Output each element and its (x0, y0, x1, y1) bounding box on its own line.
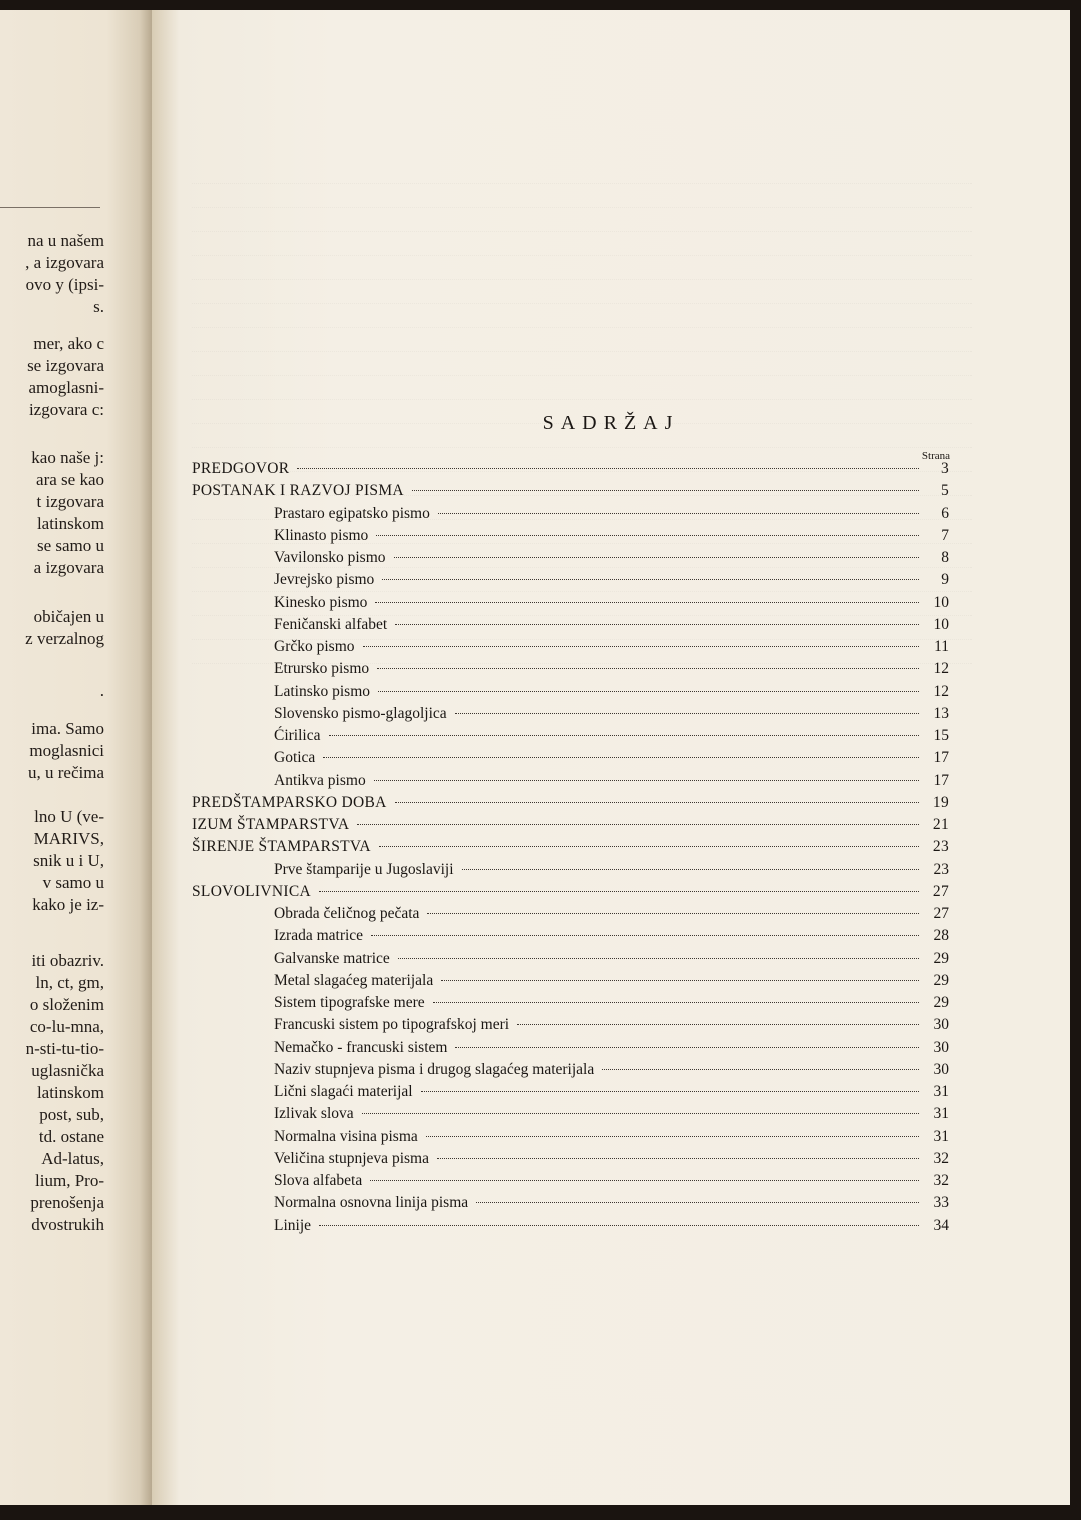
toc-entry-label: Klinasto pismo (274, 526, 369, 544)
toc-entry-label: ŠIRENJE ŠTAMPARSTVA (192, 838, 371, 856)
toc-entry-label: Vavilonsko pismo (274, 549, 386, 566)
toc-entry-label: PREDGOVOR (192, 460, 290, 477)
toc-entry-label: Naziv stupnjeva pisma i drugog slagaćeg materijala (274, 1060, 595, 1078)
dot-leader (438, 513, 919, 514)
left-page-line: iti obazriv. (31, 951, 104, 970)
left-page-line: ima. Samo (31, 719, 104, 738)
toc-section (274, 1126, 949, 1148)
left-page-line: dvostrukih (31, 1215, 104, 1234)
left-page-line: td. ostane (38, 1127, 104, 1146)
toc-entry-label: Nemačko - francuski sistem (274, 1038, 448, 1056)
toc-entry-page: 13 (933, 704, 949, 722)
dot-leader (378, 691, 919, 692)
left-page-line: co-lu-mna, (29, 1017, 104, 1036)
dot-leader (377, 668, 919, 669)
toc-entry-label: Veličina stupnjeva pisma (274, 1149, 429, 1167)
toc-entry-page: 23 (932, 838, 949, 856)
left-page-line: s. (93, 297, 104, 316)
toc-section (274, 1215, 949, 1237)
left-page-line: snik u i U, (33, 851, 104, 870)
toc-entry-page: 19 (932, 793, 949, 811)
toc-entry-label: Gotica (274, 749, 316, 767)
toc-chapter (192, 814, 949, 836)
toc-entry-page: 12 (933, 682, 949, 700)
left-page-line: mer, ako c (33, 334, 104, 353)
toc-section (274, 592, 949, 614)
toc-section (274, 1192, 949, 1214)
left-page-line: o složenim (29, 995, 104, 1014)
right-page (152, 10, 1070, 1505)
toc-entry-label: Obrada čeličnog pečata (274, 905, 420, 922)
toc-entry-label: Metal slagaćeg materijala (274, 971, 434, 989)
dot-leader (297, 468, 919, 469)
dot-leader (462, 869, 919, 870)
left-page-line: izgovara c: (28, 400, 104, 419)
toc-entry-label: Lični slagaći materijal (274, 1083, 413, 1100)
toc-entry-label: Jevrejsko pismo (274, 571, 375, 589)
toc-section (274, 636, 949, 658)
toc-section (274, 1148, 949, 1170)
toc-entry-page: 32 (933, 1172, 949, 1189)
left-page-line: kao naše j: (31, 448, 104, 467)
toc-entry-page: 27 (932, 882, 949, 900)
left-page-line: t izgovara (36, 492, 104, 511)
dot-leader (371, 935, 919, 936)
toc-section (274, 1059, 949, 1081)
left-page-line: ara se kao (36, 470, 104, 489)
dot-leader (517, 1024, 919, 1025)
toc-section (274, 925, 949, 947)
toc-entry-label: Latinsko pismo (274, 682, 371, 700)
left-page-line: se samo u (36, 536, 104, 555)
toc-section (274, 970, 949, 992)
toc-chapter (192, 458, 949, 480)
toc-entry-page: 30 (933, 1038, 949, 1056)
dot-leader (375, 602, 919, 603)
left-page-line: . (99, 681, 104, 700)
left-page-line: , a izgovara (25, 253, 104, 272)
toc-entry-label: Normalna visina pisma (274, 1127, 418, 1145)
left-page-line: moglasnici (29, 741, 104, 760)
toc-section (274, 1170, 949, 1192)
dot-leader (441, 980, 919, 981)
dot-leader (374, 780, 919, 781)
page-title: SADRŽAJ (542, 412, 680, 434)
dot-leader (357, 824, 919, 825)
toc-entry-label: Ćirilica (274, 727, 321, 744)
toc-section (274, 948, 949, 970)
left-page-line: uglasnička (31, 1061, 104, 1080)
left-page-line: Ad-latus, (41, 1149, 104, 1168)
toc-entry-label: Izrada matrice (274, 927, 364, 945)
left-page-line: latinskom (36, 514, 104, 533)
toc-section (274, 1037, 949, 1059)
dot-leader (455, 713, 919, 714)
left-page-line: z verzalnog (25, 629, 104, 648)
toc-section (274, 681, 949, 703)
dot-leader (382, 579, 919, 580)
toc-entry-label: Slova alfabeta (274, 1172, 363, 1189)
dot-leader (395, 802, 919, 803)
toc-entry-page: 21 (932, 816, 949, 833)
toc-entry-page: 27 (933, 905, 949, 922)
dot-leader (476, 1202, 919, 1203)
toc-chapter (192, 836, 949, 858)
toc-entry-label: Kinesko pismo (274, 593, 368, 611)
toc-chapter (192, 480, 949, 502)
dot-leader (455, 1047, 919, 1048)
toc-entry-page: 30 (933, 1060, 949, 1078)
toc-section (274, 1014, 949, 1036)
toc-section (274, 725, 949, 747)
toc-entry-page: 7 (941, 526, 949, 544)
toc-entry-page: 11 (934, 638, 949, 655)
left-page-line: latinskom (36, 1083, 104, 1102)
dot-leader (433, 1002, 919, 1003)
toc-entry-page: 10 (933, 593, 949, 611)
toc-entry-page: 9 (941, 571, 949, 589)
toc-entry-page: 23 (933, 860, 949, 878)
dot-leader (370, 1180, 919, 1181)
toc-entry-page: 15 (933, 727, 949, 744)
divider-rule (0, 207, 100, 208)
left-page-line: v samo u (42, 873, 104, 892)
dot-leader (362, 1113, 919, 1114)
left-page-line: lium, Pro- (35, 1171, 104, 1190)
dot-leader (329, 735, 920, 736)
toc-section (274, 859, 949, 881)
dot-leader (412, 490, 919, 491)
dot-leader (427, 913, 919, 914)
dot-leader (395, 624, 919, 625)
left-page-line: MARIVS, (33, 829, 104, 848)
left-page-line: ovo y (ipsi- (25, 275, 104, 294)
toc-section (274, 658, 949, 680)
toc-section (274, 569, 949, 591)
toc-entry-page: 29 (933, 971, 949, 989)
toc-section (274, 903, 949, 925)
page-column-header: Strana (921, 450, 950, 462)
dot-leader (394, 557, 919, 558)
toc-entry-page: 6 (941, 504, 949, 522)
toc-section (274, 614, 949, 636)
dot-leader (379, 846, 919, 847)
dot-leader (398, 958, 919, 959)
left-page-line: amoglasni- (28, 378, 104, 397)
toc-entry-label: SLOVOLIVNICA (192, 882, 311, 900)
toc-section (274, 747, 949, 769)
left-page-line: a izgovara (33, 558, 104, 577)
left-page-line: u, u rečima (28, 763, 104, 782)
toc-entry-page: 32 (933, 1149, 949, 1167)
toc-entry-page: 8 (941, 549, 949, 566)
toc-section (274, 503, 949, 525)
dot-leader (426, 1136, 919, 1137)
toc-entry-label: Etrursko pismo (274, 660, 370, 678)
toc-entry-page: 29 (933, 994, 949, 1011)
toc-entry-page: 30 (933, 1016, 949, 1034)
toc-entry-label: Feničanski alfabet (274, 615, 388, 633)
left-page-line: n-sti-tu-tio- (25, 1039, 104, 1058)
left-page-line: na u našem (27, 231, 104, 250)
toc-entry-label: Izlivak slova (274, 1105, 354, 1123)
toc-entry-page: 31 (933, 1105, 949, 1123)
toc-entry-label: Galvanske matrice (274, 949, 390, 967)
toc-entry-page: 33 (933, 1194, 949, 1212)
left-page-line: kako je iz- (32, 895, 104, 914)
toc-section (274, 525, 949, 547)
left-page (0, 10, 152, 1505)
toc-chapter (192, 881, 949, 903)
toc-entry-label: Grčko pismo (274, 638, 355, 655)
toc-entry-page: 10 (933, 615, 949, 633)
left-page-line: običajen u (33, 607, 104, 626)
toc-entry-page: 17 (933, 749, 949, 767)
toc-entry-label: IZUM ŠTAMPARSTVA (192, 816, 350, 833)
toc-entry-page: 29 (933, 949, 949, 967)
toc-entry-label: Antikva pismo (274, 771, 366, 789)
toc-section (274, 703, 949, 725)
left-page-line: lno U (ve- (34, 807, 104, 826)
toc-entry-label: Prve štamparije u Jugoslaviji (274, 860, 454, 878)
toc-section (274, 1081, 949, 1103)
toc-entry-page: 3 (940, 460, 949, 477)
dot-leader (421, 1091, 919, 1092)
toc-entry-label: POSTANAK I RAZVOJ PISMA (192, 482, 404, 500)
dot-leader (602, 1069, 919, 1070)
dot-leader (363, 646, 919, 647)
toc-entry-page: 34 (933, 1216, 949, 1234)
dot-leader (376, 535, 919, 536)
toc-section (274, 1103, 949, 1125)
toc-entry-page: 5 (940, 482, 949, 500)
toc-entry-label: Normalna osnovna linija pisma (274, 1194, 469, 1212)
toc-entry-label: Linije (274, 1216, 312, 1234)
dot-leader (323, 757, 919, 758)
toc-entry-page: 31 (933, 1083, 949, 1100)
dot-leader (437, 1158, 919, 1159)
toc-entry-label: Francuski sistem po tipografskoj meri (274, 1016, 510, 1034)
toc-entry-page: 17 (933, 771, 949, 789)
left-page-line: se izgovara (27, 356, 104, 375)
dot-leader (319, 891, 919, 892)
toc-chapter (192, 792, 949, 814)
toc-section (274, 992, 949, 1014)
toc-entry-label: Slovensko pismo-glagoljica (274, 704, 447, 722)
left-page-line: post, sub, (39, 1105, 104, 1124)
toc-entry-label: PREDŠTAMPARSKO DOBA (192, 793, 387, 811)
toc-entry-page: 28 (933, 927, 949, 945)
toc-section (274, 547, 949, 569)
toc-entry-page: 12 (933, 660, 949, 678)
dot-leader (319, 1225, 919, 1226)
left-page-line: prenošenja (30, 1193, 104, 1212)
toc-entry-label: Prastaro egipatsko pismo (274, 504, 430, 522)
left-page-line: ln, ct, gm, (35, 973, 104, 992)
toc-entry-label: Sistem tipografske mere (274, 994, 425, 1011)
toc-entry-page: 31 (933, 1127, 949, 1145)
toc-section (274, 770, 949, 792)
